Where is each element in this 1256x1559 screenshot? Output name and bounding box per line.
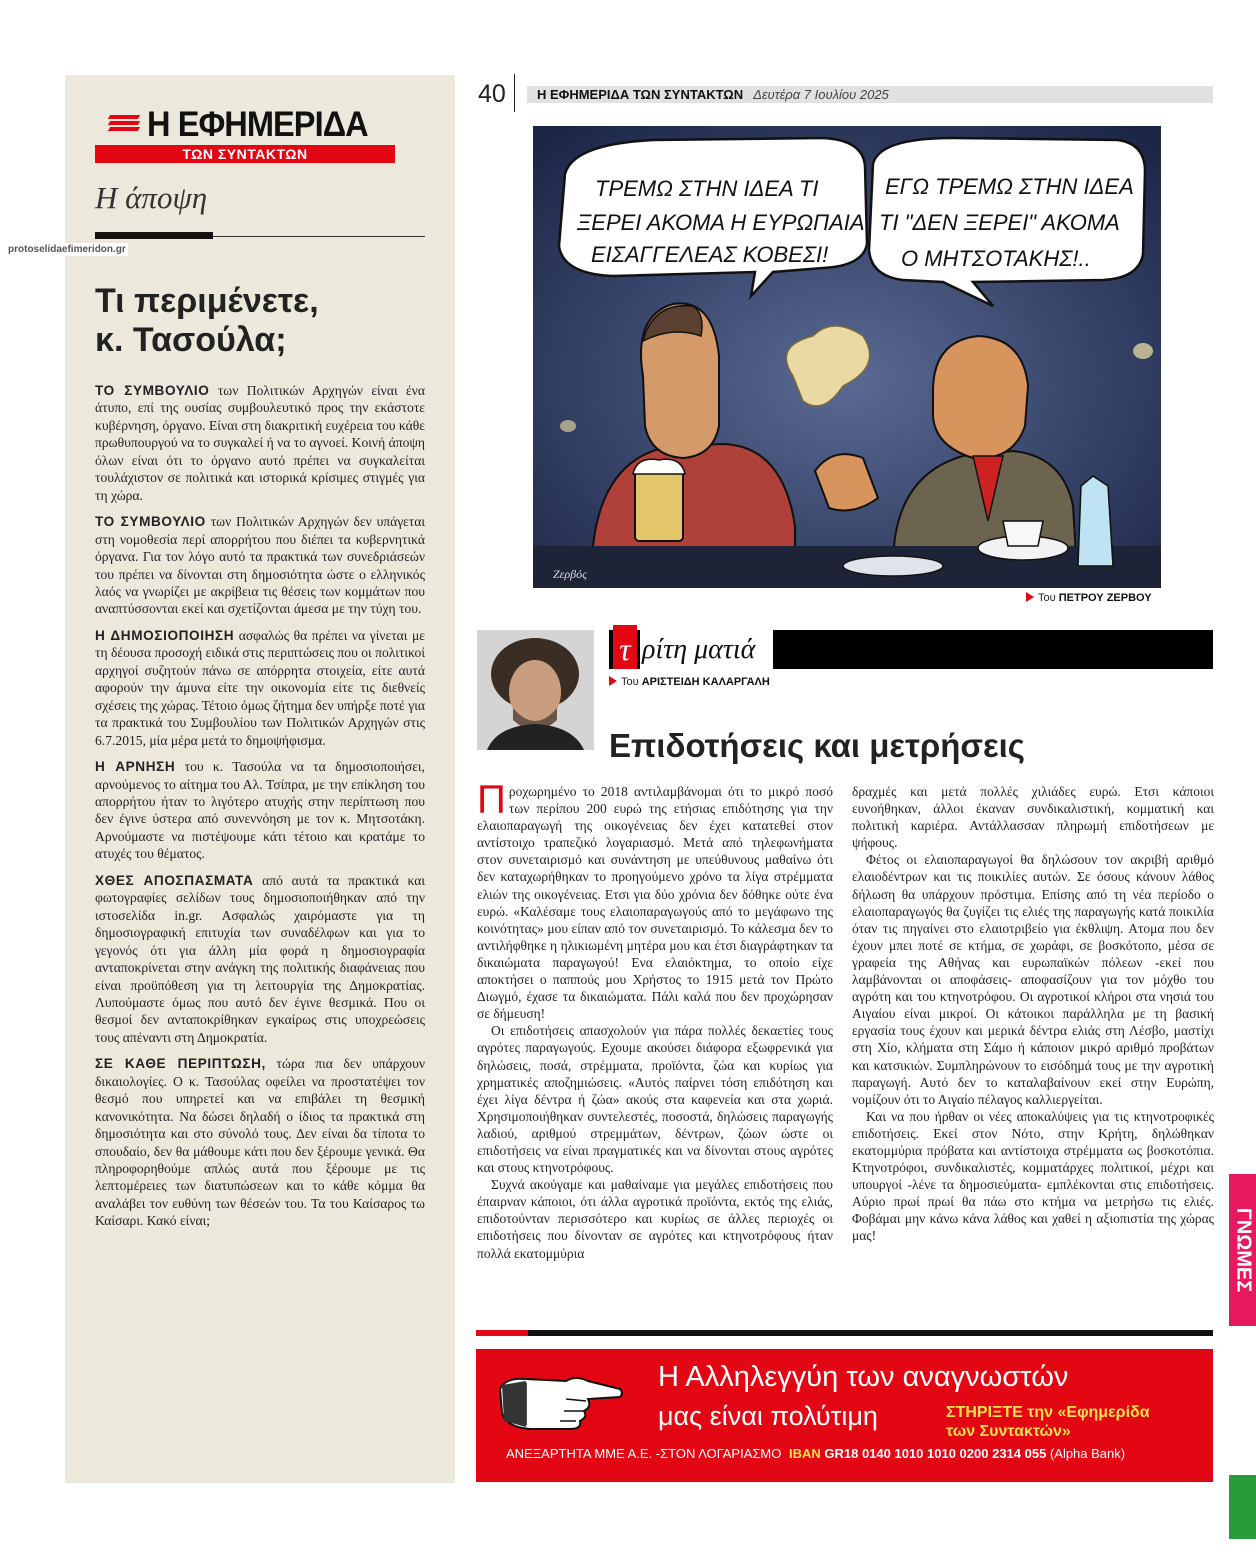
cartoonist-signature: Ζερβός bbox=[553, 567, 588, 581]
editorial-paragraph: ΤΟ ΣΥΜΒΟΥΛΙΟ των Πολιτικών Αρχηγών είναι ένα άτυπο, επί της ουσίας συμβουλευτικό προς την εκάστοτε κυβέρνηση, όργανο. Είναι στη διακριτική ευχέρεια του κάθε πρωθυπουργού να το συγκαλεί ή να το αγνοεί. Κοινή άποψη όλων είναι ότι το όργανο αυτό πρέπει να συγκαλείται τουλάχιστον σε πολιτικά και ιστορικά κρίσιμες στιγμές για τη χώρα. bbox=[95, 383, 425, 503]
editorial-paragraph: ΤΟ ΣΥΜΒΟΥΛΙΟ των Πολιτικών Αρχηγών δεν υπάγεται στη νομοθεσία περί απορρήτου που διέπει τα κυβερνητικά όργανα. Για τον λόγο αυτό τα πρακτικά των συνεδριάσεών του πρέπει να δίνονται στη δημοσιότητα ώστε ο ελληνικός λαός να γνωρίζει με ακρίβεια τις θέσεις των κομμάτων που αναπτύσσονται εκεί και σχετίζονται άμεσα με την τύχη του. bbox=[95, 514, 426, 617]
bubble-left-text: ΤΡΕΜΩ ΣΤΗΝ ΙΔΕΑ ΤΙ bbox=[595, 176, 819, 201]
support-ad[interactable] bbox=[476, 1349, 1213, 1482]
running-header bbox=[527, 86, 1213, 103]
cartoonist-name: ΠΕΤΡΟΥ ΖΕΡΒΟΥ bbox=[1058, 592, 1152, 604]
masthead-subtitle: ΤΩΝ ΣΥΝΤΑΚΤΩΝ bbox=[95, 145, 395, 163]
column-logo-text: ρίτη ματιά bbox=[640, 630, 773, 669]
separator-rule-red bbox=[476, 1330, 528, 1336]
article-paragraph: Οι επιδοτήσεις απασχολούν για πάρα πολλές δεκαετίες τους αγρότες παραγωγούς. Εχουμε ακούσει διάφορα εξωφρενικά για δηλώσεις, ποσά, στρέμματα, προϊόντα, ζώα και κυρίως για χρηματικές αποζημιώσεις. «Αυτός παίρνει τόση επιδότηση και έχει λίγα δέντρα ή ζώα» ακούς στα καφενεία και στα χωριά. Χρησιμοποιήθηκαν συντελεστές, ποσοστά, δηλώσεις παραγωγής λαδιού, αριθμού στρεμμάτων, δέντρων, ζώων ώστε οι επιδοτήσεις να είναι πραγματικές και να δίνονται στους αγρότες και στους κτηνοτρόφους. bbox=[477, 1023, 833, 1176]
masthead-title: Η ΕΦΗΜΕΡΙΔΑ bbox=[147, 105, 368, 144]
editorial-body bbox=[95, 382, 425, 1239]
editorial-paragraph: Η ΔΗΜΟΣΙΟΠΟΙΗΣΗ ασφαλώς θα πρέπει να γίνεται με τη δέουσα προσοχή ειδικά στις περιπτώσεις που οι πολιτικοί αρχηγοί συζητούν πάνω σε απόρρητα στοιχεία, είτε αυτά αφορούν την άμυνα είτε την οικονομία είτε τις διεθνείς σχέσεις της χώρας. Τέτοιο όμως ζήτημα δεν υπήρξε ποτέ για τα πρακτικά του Συμβουλίου των Πολιτικών Αρχηγών στις 6.7.2015, μία μέρα μετά το δημοψήφισμα. bbox=[95, 627, 425, 748]
author-name: ΑΡΙΣΤΕΙΔΗ ΚΑΛΑΡΓΑΛΗ bbox=[641, 676, 770, 688]
cartoon bbox=[533, 126, 1161, 588]
section-label: Η άποψη bbox=[95, 180, 208, 215]
iban-label: IBAN bbox=[788, 1446, 821, 1461]
section-rule-thin bbox=[213, 236, 425, 237]
editorial-paragraph: Η ΑΡΝΗΣΗ του κ. Τασούλα να τα δημοσιοποιήσει, αρνούμενος το αίτημα του Αλ. Τσίπρα, με την επίκληση του απορρήτου ήταν το λιγότερο ατυχής στην περίπτωση που δεν έγινε ύστερα από συνεννόηση με τον κ. Μητσοτάκη. Αρνούμαστε να πιστέψουμε κάτι τέτοιο και κρατάμε το ατυχές του θέματος. bbox=[95, 759, 425, 862]
article-column-2 bbox=[852, 783, 1214, 1245]
bubble-right-text: Ο ΜΗΤΣΟΤΑΚΗΣ!.. bbox=[901, 246, 1091, 271]
section-tab-green[interactable] bbox=[1229, 1475, 1256, 1539]
section-rule bbox=[95, 232, 213, 239]
article-column-1 bbox=[477, 778, 833, 1262]
article-paragraph: Προχωρημένο το 2018 αντιλαμβάνομαι ότι το μικρό ποσό των περίπου 200 ευρώ της ετήσιας επιδότησης για την ελαιοπαραγωγή της οικογένειας δεν έχει κατατεθεί στον αντίστοιχο τραπεζικό λογαριασμό. Μετά από τηλεφωνήματα στον συνεταιρισμό και συνάντηση με υπεύθυνους μαθαίνω ότι δεν καταχωρήθηκαν το προηγούμενο χρόνο τα λίγα στρέμματα ελιών της οικογένειας. Ετσι για δύο χρόνια δεν δόθηκε ούτε ένα ευρώ. «Καλέσαμε τους ελαιοπαραγωγούς από το μεγάφωνο της κοινότητας» μου είπαν από τον συνεταιρισμό. Το κάλεσμα δεν το αντιλήφθηκε η ηλικιωμένη μητέρα μου και έτσι διαγράφτηκαν τα δικαιώματα παραγωγού! Ενα ελαιόκτημα, το οποίο είχε αποκτήσει ο παππούς μου Χρήστος το 1915 μετά τον Πρώτο Διωγμό, έχασε τα δικαιώματα. Πάλι καλά που δεν προχώρησαν σε δήμευση! bbox=[477, 778, 833, 1022]
ad-headline: Η Αλληλεγγύη των αναγνωστών bbox=[658, 1361, 1069, 1393]
bubble-right-text: ΕΓΩ ΤΡΕΜΩ ΣΤΗΝ ΙΔΕΑ bbox=[885, 174, 1134, 199]
article-paragraph: Και να που ήρθαν οι νέες αποκαλύψεις για τις κτηνοτροφικές επιδοτήσεις. Εκεί στον Νότο, στην Κρήτη, δηλώθηκαν εκατομμύρια πρόβατα και αντίστοιχα στρέμματα ως βοσκοτόπια. Κτηνοτρόφοι, συνδικαλιστές, κομματάρχες πολιτικοί, μέχρι και υπουργοί -λένε τα δημοσιεύματα- εμπλέκονται στις επιδοτήσεις. Αύριο πρωί πρωί θα πάω στο κτήμα να μετρήσω τις ελιές. Φοβάμαι μην κάνω κάνα λάθος και χαθεί η αξιοπιστία της χώρας μας! bbox=[852, 1108, 1214, 1244]
article-title: Επιδοτήσεις και μετρήσεις bbox=[609, 727, 1025, 764]
arrow-right-icon bbox=[609, 676, 617, 686]
author-portrait bbox=[477, 630, 594, 750]
ad-call-to-action: ΣΤΗΡΙΞΤΕ την «Εφημερίδα των Συντακτών» bbox=[946, 1404, 1150, 1440]
watermark[interactable]: protoselidaefimeridon.gr bbox=[8, 244, 126, 255]
issue-date: Δευτέρα 7 Ιουλίου 2025 bbox=[753, 87, 889, 102]
dropcap: Π bbox=[477, 778, 506, 822]
cartoon-illustration bbox=[533, 126, 1161, 588]
ad-bank-text: ΑΝΕΞΑΡΤΗΤΑ ΜΜΕ Α.Ε. -ΣΤΟΝ ΛΟΓΑΡΙΑΣΜΟ bbox=[506, 1446, 782, 1461]
editorial-column bbox=[65, 75, 455, 1483]
header-divider bbox=[514, 74, 515, 112]
bubble-left-text: ΞΕΡΕΙ ΑΚΟΜΑ Η ΕΥΡΩΠΑΙΑ bbox=[577, 210, 865, 235]
editorial-paragraph: ΧΘΕΣ ΑΠΟΣΠΑΣΜΑΤΑ από αυτά τα πρακτικά και φωτογραφίες σελίδων τους δημοσιοποιήθηκαν από την ιστοσελίδα in.gr. Ασφαλώς χαιρόμαστε για τη δημοσιογραφική επιτυχία των συναδέλφων και για το γεγονός ότι για άλλη μία φορά η δημοσιογραφία ανταποκρίνεται στην ανάγκη της πολιτικής διαφάνειας που είναι προϋπόθεση για τη λειτουργία της Δημοκρατίας. Λυπούμαστε όμως που αυτό δεν έγινε θεσμικά. Που οι θεσμοί δεν ανταποκρίθηκαν εγκαίρως στις υποχρεώσεις τους απέναντι στη Δημοκρατία. bbox=[95, 872, 425, 1045]
publication-name: Η ΕΦΗΜΕΡΙΔΑ ΤΩΝ ΣΥΝΤΑΚΤΩΝ bbox=[537, 87, 744, 102]
ad-bank-details bbox=[506, 1446, 1125, 1461]
arrow-right-icon bbox=[1026, 592, 1034, 602]
cartoon-credit: Του ΠΕΤΡΟΥ ΖΕΡΒΟΥ bbox=[1026, 592, 1152, 604]
section-tab-label: ΓΝΩΜΕΣ bbox=[1232, 1207, 1254, 1293]
ad-subline: μας είναι πολύτιμη bbox=[658, 1401, 878, 1431]
pointing-hand-icon bbox=[496, 1359, 626, 1439]
column-logo-letter: τ bbox=[613, 625, 637, 669]
article-paragraph: δραχμές και μετά πολλές χιλιάδες ευρώ. Ετσι κάποιοι ευνοήθηκαν, άλλοι έκαναν συνδικαλιστική, κομματική και πολιτική καριέρα. Αντάλλασσαν πληρωμή επιδοτήσεων με ψήφους. bbox=[852, 784, 1214, 851]
editorial-title-line: Τι περιμένετε, bbox=[95, 282, 319, 320]
column-author: Του ΑΡΙΣΤΕΙΔΗ ΚΑΛΑΡΓΑΛΗ bbox=[609, 676, 770, 688]
separator-rule-black bbox=[528, 1330, 1213, 1336]
editorial-title-line: κ. Τασούλα; bbox=[95, 321, 287, 359]
bubble-right-text: ΤΙ "ΔΕΝ ΞΕΡΕΙ" ΑΚΟΜΑ bbox=[879, 210, 1120, 235]
bubble-left-text: ΕΙΣΑΓΓΕΛΕΑΣ ΚΟΒΕΣΙ! bbox=[591, 242, 829, 267]
article-paragraph: Συχνά ακούγαμε και μαθαίναμε για μεγάλες επιδοτήσεις που έπαιρναν κάποιοι, ότι άλλα αγροτικά προϊόντα, εκτός της ελιάς, επιδοτούνταν περισσότερο και κυρίως σε άλλες περιοχές οι επιδοτήσεις που δίνονταν σε αγρότες και κτηνοτρόφους ήταν πολλά εκατομμύρια bbox=[477, 1177, 833, 1261]
author-photo bbox=[477, 630, 594, 750]
iban-number: GR18 0140 1010 1010 0200 2314 055 bbox=[824, 1446, 1047, 1461]
editorial-paragraph: ΣΕ ΚΑΘΕ ΠΕΡΙΠΤΩΣΗ, τώρα πια δεν υπάρχουν δικαιολογίες. Ο κ. Τασούλας οφείλει να προστατέψει τον θεσμό που υπηρετεί και να επιβάλει τη θεσμική κανονικότητα. Να δώσει δηλαδή ο ίδιος τα πρακτικά στη δημοσιότητα και στο σύνολό τους. Δεν είναι δα τίποτα το σπουδαίο, δεν θα μάθουμε κάτι που δεν ξέρουμε γενικά. Θα πληροφορηθούμε απλώς αυτά που ξέρουμε με τις λεπτομέρειες των διατυπώσεων και το κάθε κόμμα θα αναλάβει τον ευθύνη των θέσεών του. Τα του Καίσαρος τω Καίσαρι. Κακό είναι; bbox=[95, 1056, 425, 1229]
page-number: 40 bbox=[478, 80, 506, 108]
article-paragraph: Φέτος οι ελαιοπαραγωγοί θα δηλώσουν τον ακριβή αριθμό ελαιοδέντρων και τις ποικιλίες αυτών. Σε όσους κάνουν λάθος δήλωση θα υπάρχουν πρόστιμα. Επίσης από τη νέα περίοδο ο ελαιοπαραγωγός θα ζυγίζει τις ελιές της παραγωγής κατά ποικιλία όταν τις πηγαίνει στο ελαιοτριβείο για έκθλιψη. Ατομα που δεν έχουν μπει ποτέ σε κτήμα, σε χωράφι, σε βοσκότοπο, μέσα σε γραφεία της Αθήνας και ευρωπαϊκών πόλεων -εκεί που λαμβάνονται οι αποφάσεις- αποφασίζουν για τον μόχθο του αγρότη και του κτηνοτρόφου. Οι αγροτικοί κλήροι στα νησιά του Αιγαίου είναι μικροί. Οι κάτοικοι παράλληλα με τη βασική εργασία τους έχουν και μερικά δέντρα ελιάς στη Λέσβο, μαστίχι στη Χίο, κλήματα στη Σάμο ή κάποιον μικρό αριθμό προβάτων και κατσικιών. Συμπληρώνουν το εισόδημά τους με την αγροτική παραγωγή. Αυτό δεν το καταλαβαίνουν εκεί στην Ευρώπη, νομίζουν ότι το Αιγαίο πέλαγος καλλιεργείται. bbox=[852, 852, 1214, 1107]
masthead-stripes-icon bbox=[109, 115, 139, 137]
editorial-title bbox=[95, 282, 435, 360]
bank-name: (Alpha Bank) bbox=[1049, 1446, 1126, 1461]
